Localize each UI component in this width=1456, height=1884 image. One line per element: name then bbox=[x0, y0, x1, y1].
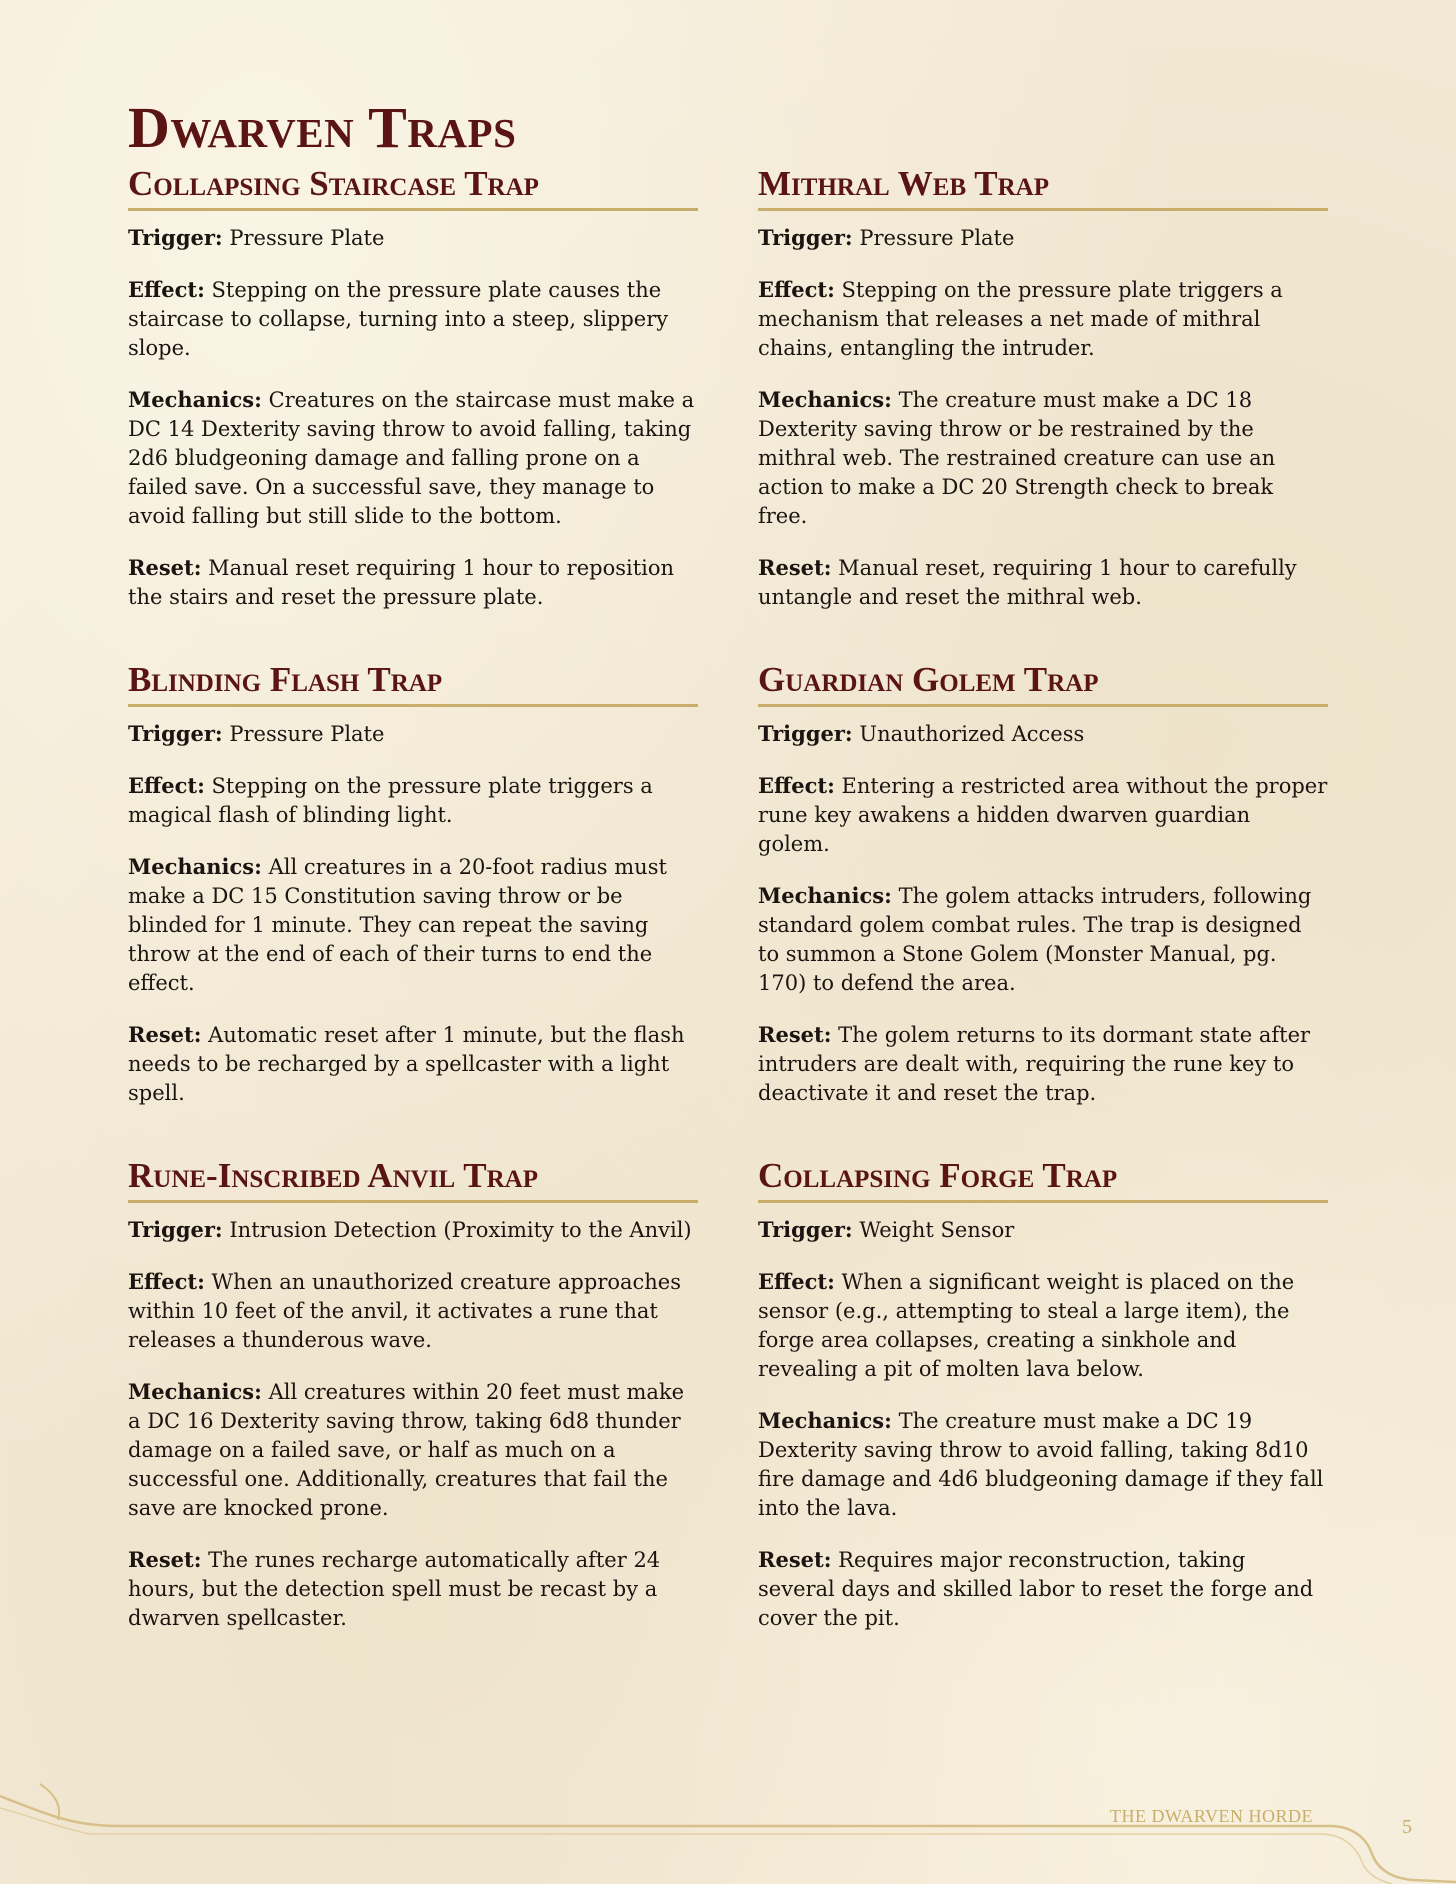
field-label: Trigger: bbox=[758, 1217, 853, 1242]
field-text: The runes recharge automatically after 24 hours, but the detection spell must be recast by a dwarven spellcaster. bbox=[128, 1548, 661, 1630]
field-label: Reset: bbox=[128, 555, 202, 580]
effect-field bbox=[128, 1267, 698, 1355]
reset-field bbox=[758, 553, 1328, 612]
trigger-field bbox=[758, 1215, 1328, 1245]
trigger-field bbox=[758, 719, 1328, 749]
trap-title: Rune-Inscribed Anvil Trap bbox=[128, 1156, 698, 1203]
field-text: The golem returns to its dormant state after intruders are dealt with, requiring the rune key to deactivate it and reset the trap. bbox=[758, 1023, 1311, 1105]
field-label: Mechanics: bbox=[128, 854, 262, 879]
field-text: Stepping on the pressure plate triggers a mechanism that releases a net made of mithral chains, entangling the intruder. bbox=[758, 278, 1283, 360]
field-text: Weight Sensor bbox=[859, 1218, 1015, 1242]
effect-field bbox=[128, 771, 698, 830]
trap-section bbox=[758, 1156, 1328, 1633]
field-text: Pressure Plate bbox=[859, 226, 1015, 250]
field-text: Unauthorized Access bbox=[859, 722, 1085, 746]
reset-field bbox=[758, 1020, 1328, 1108]
trigger-field bbox=[128, 1215, 698, 1245]
field-label: Mechanics: bbox=[128, 1379, 262, 1404]
field-text: Stepping on the pressure plate causes the staircase to collapse, turning into a steep, slippery slope. bbox=[128, 278, 669, 360]
trap-title: Collapsing Staircase Trap bbox=[128, 164, 698, 211]
right-column bbox=[758, 164, 1328, 1681]
trigger-field bbox=[758, 223, 1328, 253]
trap-section bbox=[128, 164, 698, 612]
trigger-field bbox=[128, 223, 698, 253]
field-label: Effect: bbox=[758, 1269, 835, 1294]
field-label: Reset: bbox=[128, 1022, 202, 1047]
page-number: 5 bbox=[1402, 1816, 1412, 1838]
field-label: Mechanics: bbox=[758, 387, 892, 412]
mechanics-field bbox=[128, 385, 698, 531]
mechanics-field bbox=[128, 1377, 698, 1523]
trap-title: Collapsing Forge Trap bbox=[758, 1156, 1328, 1203]
field-label: Trigger: bbox=[128, 1217, 223, 1242]
field-label: Effect: bbox=[128, 773, 205, 798]
field-label: Effect: bbox=[128, 277, 205, 302]
field-text: Intrusion Detection (Proximity to the Anvil) bbox=[229, 1218, 692, 1242]
field-text: Automatic reset after 1 minute, but the flash needs to be recharged by a spellcaster with a light spell. bbox=[128, 1023, 685, 1105]
trap-section bbox=[758, 660, 1328, 1108]
field-label: Reset: bbox=[758, 1547, 832, 1572]
trigger-field bbox=[128, 719, 698, 749]
field-text: Pressure Plate bbox=[229, 722, 385, 746]
trap-section bbox=[758, 164, 1328, 612]
mechanics-field bbox=[758, 881, 1328, 998]
field-label: Reset: bbox=[128, 1547, 202, 1572]
field-text: When a significant weight is placed on the sensor (e.g., attempting to steal a large item), the forge area collapses, creating a sinkhole and revealing a pit of molten lava below. bbox=[758, 1270, 1295, 1381]
mechanics-field bbox=[128, 852, 698, 998]
field-text: The creature must make a DC 18 Dexterity saving throw or be restrained by the mithral web. The restrained creature can use an action to make a DC 20 Strength check to break free. bbox=[758, 388, 1276, 528]
field-text: Stepping on the pressure plate triggers a magical flash of blinding light. bbox=[128, 774, 653, 827]
reset-field bbox=[758, 1545, 1328, 1633]
field-text: When an unauthorized creature approaches within 10 feet of the anvil, it activates a rune that releases a thunderous wave. bbox=[128, 1270, 682, 1352]
reset-field bbox=[128, 553, 698, 612]
left-column bbox=[128, 164, 698, 1681]
mechanics-field bbox=[758, 385, 1328, 531]
field-text: The golem attacks intruders, following standard golem combat rules. The trap is designed to summon a Stone Golem (Monster Manual, pg. 170) to defend the area. bbox=[758, 884, 1312, 995]
trap-title: Mithral Web Trap bbox=[758, 164, 1328, 211]
field-label: Effect: bbox=[128, 1269, 205, 1294]
field-text: Manual reset requiring 1 hour to reposition the stairs and reset the pressure plate. bbox=[128, 556, 675, 609]
field-label: Mechanics: bbox=[758, 883, 892, 908]
field-text: Entering a restricted area without the proper rune key awakens a hidden dwarven guardian golem. bbox=[758, 774, 1328, 856]
field-label: Effect: bbox=[758, 773, 835, 798]
field-text: Manual reset, requiring 1 hour to carefully untangle and reset the mithral web. bbox=[758, 556, 1297, 609]
field-text: Requires major reconstruction, taking several days and skilled labor to reset the forge and cover the pit. bbox=[758, 1548, 1314, 1630]
field-text: All creatures within 20 feet must make a DC 16 Dexterity saving throw, taking 6d8 thunder damage on a failed save, or half as much on a successful one. Additionally, creatures that fail the save are knocked prone. bbox=[128, 1380, 685, 1520]
field-text: All creatures in a 20-foot radius must make a DC 15 Constitution saving throw or be blinded for 1 minute. They can repeat the saving throw at the end of each of their turns to end the effect. bbox=[128, 855, 667, 995]
field-label: Reset: bbox=[758, 555, 832, 580]
trap-title: Guardian Golem Trap bbox=[758, 660, 1328, 707]
field-label: Trigger: bbox=[128, 225, 223, 250]
effect-field bbox=[128, 275, 698, 363]
field-text: The creature must make a DC 19 Dexterity saving throw to avoid falling, taking 8d10 fire damage and 4d6 bludgeoning damage if they fall into the lava. bbox=[758, 1409, 1324, 1520]
effect-field bbox=[758, 1267, 1328, 1384]
trap-section bbox=[128, 1156, 698, 1633]
field-label: Effect: bbox=[758, 277, 835, 302]
field-label: Reset: bbox=[758, 1022, 832, 1047]
field-text: Pressure Plate bbox=[229, 226, 385, 250]
reset-field bbox=[128, 1545, 698, 1633]
field-label: Trigger: bbox=[758, 225, 853, 250]
footer-text: THE DWARVEN HORDE bbox=[1109, 1806, 1313, 1826]
field-label: Mechanics: bbox=[128, 387, 262, 412]
effect-field bbox=[758, 771, 1328, 859]
field-label: Trigger: bbox=[758, 721, 853, 746]
mechanics-field bbox=[758, 1406, 1328, 1523]
reset-field bbox=[128, 1020, 698, 1108]
page-title: Dwarven Traps bbox=[128, 95, 517, 160]
field-label: Mechanics: bbox=[758, 1408, 892, 1433]
trap-section bbox=[128, 660, 698, 1108]
field-label: Trigger: bbox=[128, 721, 223, 746]
field-text: Creatures on the staircase must make a DC 14 Dexterity saving throw to avoid falling, taking 2d6 bludgeoning damage and falling prone on a failed save. On a successful save, they manage to avoid falling but still slide to the bottom. bbox=[128, 388, 695, 528]
trap-title: Blinding Flash Trap bbox=[128, 660, 698, 707]
effect-field bbox=[758, 275, 1328, 363]
